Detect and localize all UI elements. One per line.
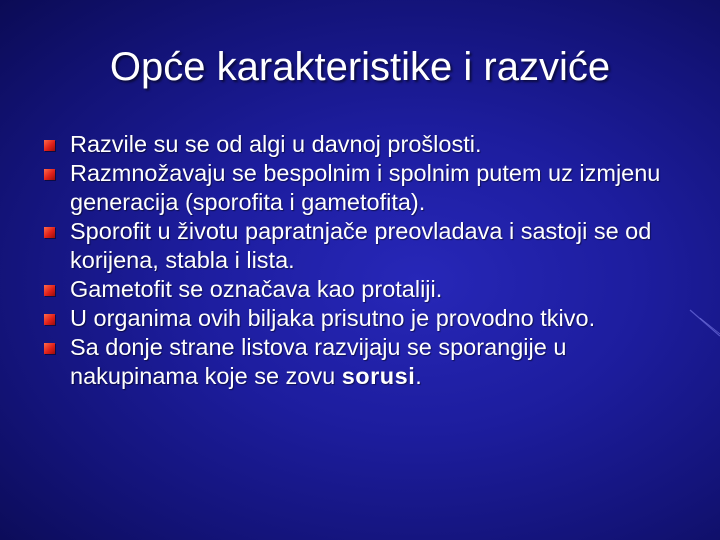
bullet-text: Sa donje strane listova razvijaju se sporangije u nakupinama koje se zovu <box>70 334 567 389</box>
bullet-item <box>44 304 684 333</box>
bullet-marker-icon <box>44 227 55 238</box>
bullet-item <box>44 217 684 275</box>
bullet-list <box>44 130 684 391</box>
slide-title: Opće karakteristike i razviće <box>109 45 611 89</box>
bullet-marker-icon <box>44 343 55 354</box>
bullet-item <box>44 333 684 391</box>
bullet-text: Gametofit se označava kao protaliji. <box>70 276 443 302</box>
bullet-marker-icon <box>44 169 55 180</box>
bullet-text-end: . <box>415 363 422 389</box>
bullet-text: U organima ovih biljaka prisutno je provodno tkivo. <box>70 305 596 331</box>
bullet-text: Razvile su se od algi u davnoj prošlosti. <box>70 131 482 157</box>
bullet-text: Sporofit u životu papratnjače preovladava i sastoji se od korijena, stabla i lista. <box>70 218 652 273</box>
emphasized-term: sorusi <box>341 363 416 389</box>
bullet-marker-icon <box>44 314 55 325</box>
bullet-item <box>44 130 684 159</box>
bullet-text: Razmnožavaju se bespolnim i spolnim putem uz izmjenu generacija (sporofita i gametofita). <box>70 160 661 215</box>
bullet-marker-icon <box>44 285 55 296</box>
bullet-marker-icon <box>44 140 55 151</box>
bullet-item <box>44 159 684 217</box>
bullet-item <box>44 275 684 304</box>
